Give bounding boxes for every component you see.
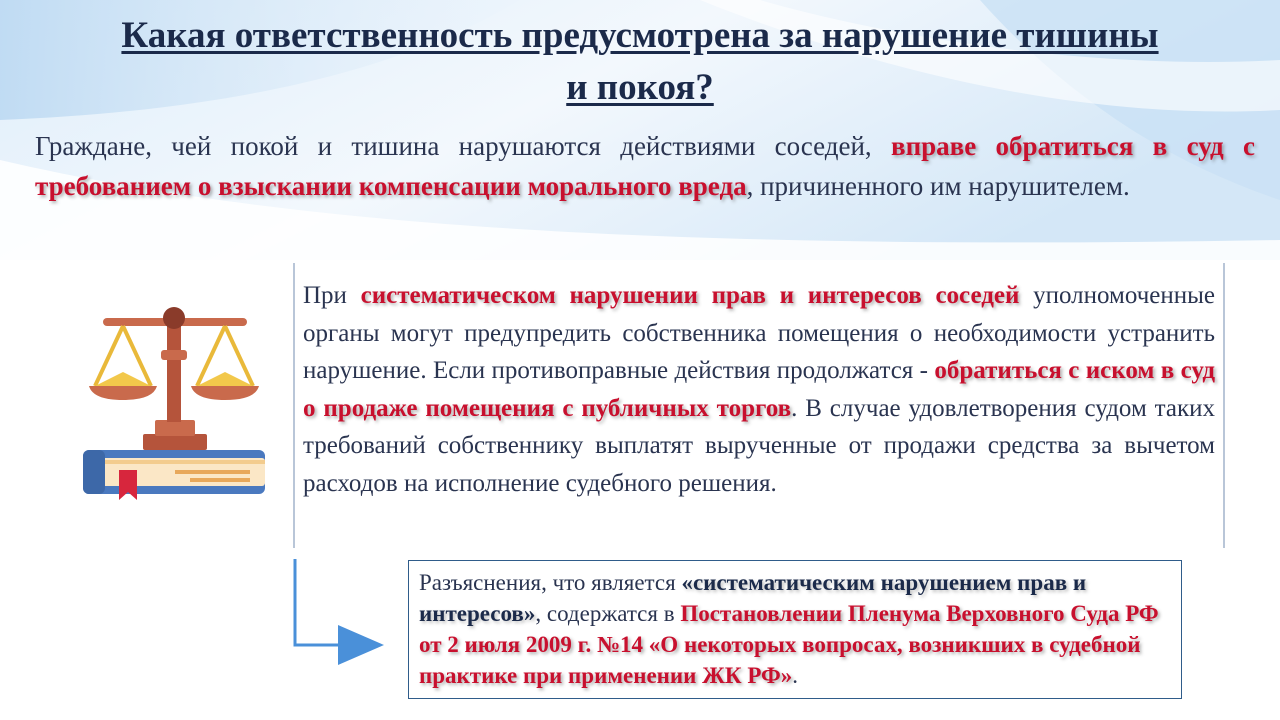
scales-of-justice-on-book-icon [75, 300, 275, 510]
right-arrow-icon [286, 555, 396, 675]
intro-paragraph [35, 126, 1255, 206]
intro-highlight: вправе обратиться в суд с требованием о взыскании компенсации морального вреда [35, 131, 1255, 201]
note-box [408, 560, 1182, 699]
note-text-2: , содержатся в [535, 601, 681, 626]
intro-text-2: , причиненного им нарушителем. [746, 171, 1130, 201]
page-title [20, 10, 1260, 114]
main-text-1: При [303, 282, 361, 309]
intro-text-1: Граждане, чей покой и тишина нарушаются действиями соседей, [35, 131, 891, 161]
main-info-block [293, 263, 1225, 548]
main-text-2: уполномоченные органы могут предупредить собственника помещения о необходимости устранить нарушение. Если противоправные действия продолжатся - [303, 282, 1216, 384]
main-highlight-1: систематическом нарушении прав и интересов соседей [360, 282, 1020, 309]
note-highlight-1: «систематическим нарушением прав и интересов» [419, 570, 1087, 626]
main-highlight-2: обратиться с иском в суд о продаже помещения с публичных торгов [303, 357, 1215, 422]
note-paragraph [419, 567, 1174, 691]
main-text-3: . В случае удовлетворения судом таких требований собственнику выплатят вырученные от продажи средства за вычетом расходов на исполнение судебного решения. [303, 394, 1215, 497]
note-highlight-2: Постановлении Пленума Верховного Суда РФ от 2 июля 2009 г. №14 «О некоторых вопросах, возникших в судебной практике при применении ЖК РФ» [419, 601, 1159, 688]
note-text-3: . [792, 663, 798, 688]
note-text-1: Разъяснения, что является [419, 570, 682, 595]
title-line-1: Какая ответственность предусмотрена за нарушение тишины [121, 15, 1159, 56]
main-paragraph [303, 277, 1215, 502]
title-line-2: и покоя? [566, 67, 714, 108]
